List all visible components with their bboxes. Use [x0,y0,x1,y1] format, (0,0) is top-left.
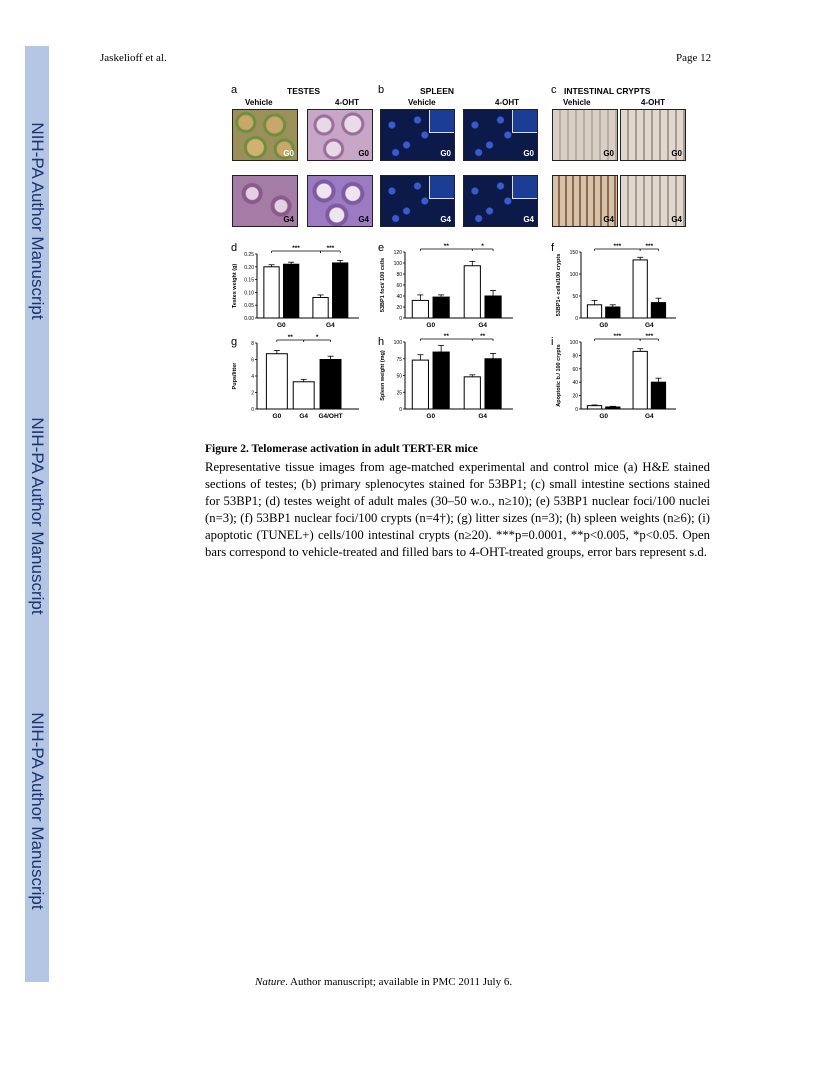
y-axis-label: Pups/litter [232,362,238,390]
crypts-vehicle-g4-image: G4 [552,175,618,227]
significance-label: ** [287,334,293,341]
x-group-label: G4 [644,322,654,329]
y-tick-label: 20 [396,305,402,311]
bar [412,360,428,409]
significance-label: *** [645,333,654,340]
bar [433,352,449,409]
panel-letter-e: e [378,242,385,254]
significance-label: ** [480,333,486,340]
y-tick-label: 0 [399,407,402,413]
y-tick-label: 100 [569,340,578,346]
y-tick-label: 25 [396,390,402,397]
y-tick-label: 0 [251,407,254,413]
panel-letter-a: a [231,84,238,96]
section-crypts: INTESTINAL CRYPTS [564,86,651,96]
bar [606,307,620,318]
y-tick-label: 40 [572,380,578,387]
footer-journal: Nature [255,976,286,988]
x-group-label: G4 [644,413,654,420]
header-authors: Jaskelioff et al. [100,52,167,64]
col-4oht: 4-OHT [335,98,359,107]
significance-label: *** [645,243,654,250]
x-group-label: G0 [272,413,282,420]
panel-letter-c: c [551,84,557,96]
x-group-label: G0 [599,413,608,420]
y-tick-label: 0.00 [244,316,254,322]
bar [293,382,314,409]
footer-text: . Author manuscript; available in PMC 2011 July 6. [285,976,513,988]
bar [587,305,601,318]
spleen-vehicle-g0-image: G0 [380,109,455,161]
testes-vehicle-g0-image: G0 [232,109,298,161]
bar [485,359,501,409]
y-tick-label: 80 [396,272,402,278]
panel-letter-b: b [378,84,385,96]
significance-label: *** [613,333,622,340]
bar [283,264,298,318]
bar [651,382,665,409]
bar [651,303,665,318]
bar [320,360,341,410]
panel-letter-d: d [231,242,238,254]
y-tick-label: 50 [396,373,402,380]
significance-label: *** [292,245,300,252]
y-tick-label: 6 [251,357,254,364]
bar [464,266,480,318]
y-tick-label: 20 [572,393,578,400]
bar [464,377,480,409]
y-tick-label: 60 [396,283,402,289]
section-spleen: SPLEEN [420,86,455,96]
col-vehicle: Vehicle [563,98,591,107]
y-tick-label: 75 [396,356,402,363]
figure-2 [225,82,690,427]
panel-letter-g: g [231,336,238,348]
x-group-label: G0 [599,322,608,329]
panel-letter-i: i [551,336,554,348]
bar [412,300,428,318]
section-testes: TESTES [287,86,321,96]
y-tick-label: 0.15 [244,277,254,284]
spleen-oht-g4-image: G4 [463,175,538,227]
crypts-vehicle-g0-image: G0 [552,109,618,161]
panel-letter-h: h [378,336,385,348]
y-axis-label: 53BP1+ cells/100 crypts [556,253,562,317]
y-tick-label: 0.10 [244,290,254,297]
significance-label: ** [443,333,449,340]
testes-vehicle-g4-image: G4 [232,175,298,227]
col-4oht: 4-OHT [641,98,665,107]
y-axis-label: 53BP1 foci/ 100 cells [380,257,386,313]
significance-label: * [315,334,319,341]
y-tick-label: 80 [572,353,578,360]
spleen-oht-g0-image: G0 [463,109,538,161]
y-tick-label: 100 [393,340,402,346]
col-vehicle: Vehicle [408,98,436,107]
significance-label: * [481,243,484,250]
bar [587,406,601,409]
y-tick-label: 0.20 [244,264,254,271]
panel-letter-f: f [551,242,555,254]
bar [333,263,348,318]
bar [606,407,620,409]
crypts-oht-g0-image: G0 [620,109,686,161]
header-page: Page 12 [676,52,712,64]
x-group-label: G0 [426,322,436,329]
x-group-label: G4 [478,322,488,329]
bar [433,297,449,318]
y-tick-label: 0.05 [244,303,254,310]
x-group-label: G4/OHT [318,413,343,420]
nih-sidebar: NIH-PA Author Manuscript NIH-PA Author Manuscript NIH-PA Author Manuscript [25,46,49,982]
y-axis-label: Testes weight (g) [232,263,238,309]
significance-label: *** [613,243,622,250]
y-tick-label: 0 [575,407,578,413]
col-vehicle: Vehicle [245,98,273,107]
y-tick-label: 40 [396,294,402,300]
y-axis-label: Apoptotic b./ 100 crypts [556,344,562,407]
bar [266,354,287,409]
crypts-oht-g4-image: G4 [620,175,686,227]
y-tick-label: 150 [569,250,578,256]
y-tick-label: 120 [393,250,402,256]
y-tick-label: 60 [572,366,578,373]
bar [633,351,647,409]
figure-caption [205,441,710,561]
x-group-label: G4 [299,413,309,420]
y-tick-label: 0 [575,316,578,322]
y-tick-label: 0 [399,316,402,322]
x-group-label: G0 [426,413,436,420]
bar-charts [225,82,690,427]
bar [485,296,501,318]
y-tick-label: 4 [251,374,254,380]
caption-body: Representative tissue images from age-matched experimental and control mice (a) H&E stained sections of testes; (b) primary splenocytes stained for 53BP1; (c) small intestine sections stained for 53BP1; (d) testes weight of adult males (30–50 w.o., n≥10); (e) 53BP1 nuclear foci/100 nuclei (n=3); (f) 53BP1 nuclear foci/100 crypts (n=4†); (g) litter sizes (n=3); (h) spleen weights (n≥6); (i) apoptotic (TUNEL+) cells/100 intestinal crypts (n≥20). ***p=0.0001, **p<0.005, *p<0.05. Open bars correspond to vehicle-treated and filled bars to 4-OHT-treated groups, error bars represent s.d. [205,460,710,559]
y-tick-label: 8 [251,341,254,347]
spleen-vehicle-g4-image: G4 [380,175,455,227]
x-group-label: G0 [276,322,286,329]
bar [633,260,647,318]
bar [264,267,279,318]
significance-label: *** [326,245,335,252]
col-4oht: 4-OHT [495,98,519,107]
y-tick-label: 50 [572,294,578,300]
testes-oht-g4-image: G4 [307,175,373,227]
x-group-label: G4 [326,322,335,329]
significance-label: ** [443,243,449,250]
bar [313,298,328,318]
y-tick-label: 100 [569,272,578,278]
caption-title: Figure 2. Telomerase activation in adult TERT-ER mice [205,443,478,455]
y-tick-label: 0.25 [244,252,254,258]
y-axis-label: Spleen weight (mg) [380,350,386,401]
x-group-label: G4 [478,413,488,420]
testes-oht-g0-image: G0 [307,109,373,161]
y-tick-label: 2 [251,390,254,397]
footer [255,976,512,988]
y-tick-label: 100 [393,261,402,267]
